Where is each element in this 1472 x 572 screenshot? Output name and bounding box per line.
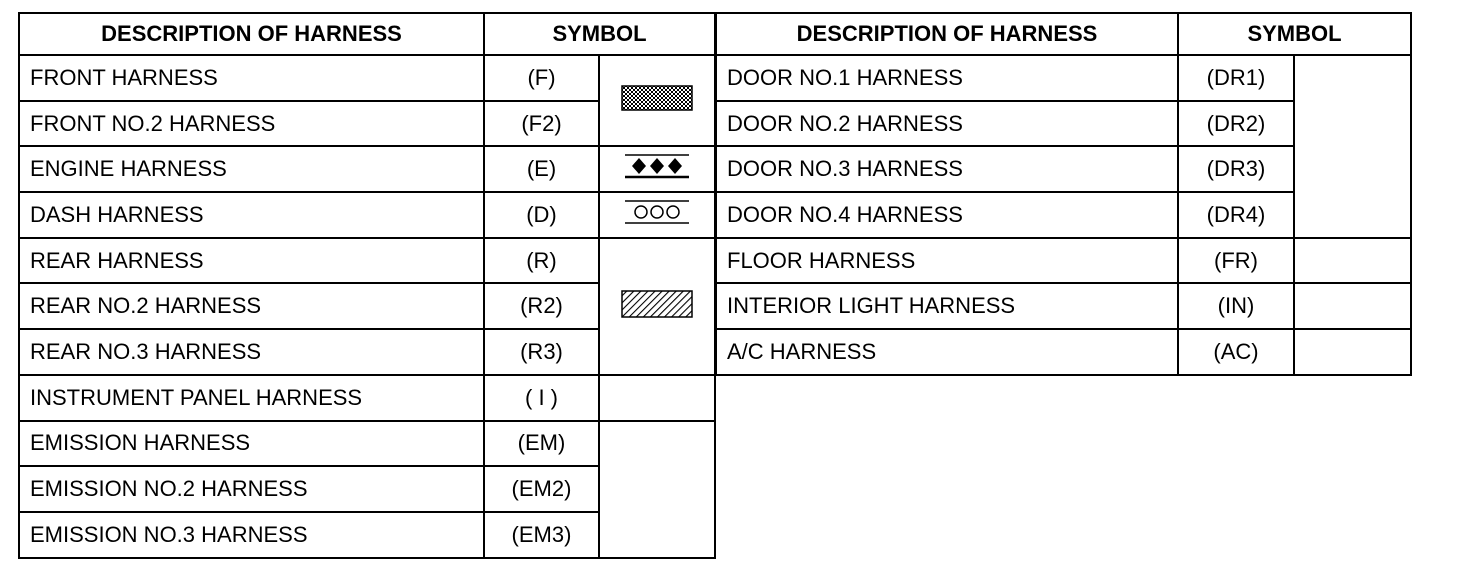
harness-description: DOOR NO.3 HARNESS bbox=[716, 146, 1178, 192]
harness-code: (DR2) bbox=[1178, 101, 1294, 147]
harness-code: (EM2) bbox=[484, 466, 599, 512]
symbol-cell-empty bbox=[1294, 55, 1411, 238]
symbol-cell-empty bbox=[599, 421, 715, 558]
table-row bbox=[716, 283, 1411, 329]
harness-code: (EM) bbox=[484, 421, 599, 467]
harness-code: (D) bbox=[484, 192, 599, 238]
harness-code: (FR) bbox=[1178, 238, 1294, 284]
harness-code: (IN) bbox=[1178, 283, 1294, 329]
harness-code: (DR3) bbox=[1178, 146, 1294, 192]
diamond-line-pattern-icon bbox=[599, 146, 715, 192]
harness-description: A/C HARNESS bbox=[716, 329, 1178, 375]
harness-code: (DR4) bbox=[1178, 192, 1294, 238]
table-row bbox=[19, 146, 715, 192]
harness-description: EMISSION NO.2 HARNESS bbox=[19, 466, 484, 512]
table-row bbox=[19, 375, 715, 421]
table-row bbox=[19, 421, 715, 467]
harness-code: (F) bbox=[484, 55, 599, 101]
harness-description: REAR NO.2 HARNESS bbox=[19, 283, 484, 329]
harness-description: DOOR NO.1 HARNESS bbox=[716, 55, 1178, 101]
symbol-cell-empty bbox=[1294, 238, 1411, 284]
right-harness-table bbox=[715, 12, 1412, 376]
table-row bbox=[716, 329, 1411, 375]
harness-description: FLOOR HARNESS bbox=[716, 238, 1178, 284]
table-row bbox=[716, 55, 1411, 101]
harness-description: EMISSION HARNESS bbox=[19, 421, 484, 467]
symbol-cell-empty bbox=[1294, 329, 1411, 375]
harness-code: (R2) bbox=[484, 283, 599, 329]
harness-description: FRONT HARNESS bbox=[19, 55, 484, 101]
header-description: DESCRIPTION OF HARNESS bbox=[19, 13, 484, 55]
harness-code: (F2) bbox=[484, 101, 599, 147]
harness-code: (E) bbox=[484, 146, 599, 192]
harness-description: REAR HARNESS bbox=[19, 238, 484, 284]
table-row bbox=[19, 192, 715, 238]
harness-description: INSTRUMENT PANEL HARNESS bbox=[19, 375, 484, 421]
dotted-fill-pattern-icon bbox=[599, 55, 715, 146]
symbol-cell-empty bbox=[599, 375, 715, 421]
harness-description: DASH HARNESS bbox=[19, 192, 484, 238]
harness-description: ENGINE HARNESS bbox=[19, 146, 484, 192]
harness-code: (EM3) bbox=[484, 512, 599, 558]
harness-code: (R3) bbox=[484, 329, 599, 375]
table-row bbox=[716, 238, 1411, 284]
harness-code: (R) bbox=[484, 238, 599, 284]
header-symbol: SYMBOL bbox=[1178, 13, 1411, 55]
harness-description: EMISSION NO.3 HARNESS bbox=[19, 512, 484, 558]
harness-description: DOOR NO.2 HARNESS bbox=[716, 101, 1178, 147]
harness-code: (DR1) bbox=[1178, 55, 1294, 101]
circle-line-pattern-icon bbox=[599, 192, 715, 238]
hatched-pattern-icon bbox=[599, 238, 715, 375]
symbol-cell-empty bbox=[1294, 283, 1411, 329]
header-description: DESCRIPTION OF HARNESS bbox=[716, 13, 1178, 55]
table-header-row bbox=[19, 13, 715, 55]
table-row bbox=[19, 238, 715, 284]
harness-description: DOOR NO.4 HARNESS bbox=[716, 192, 1178, 238]
harness-code: ( I ) bbox=[484, 375, 599, 421]
harness-code: (AC) bbox=[1178, 329, 1294, 375]
table-header-row bbox=[716, 13, 1411, 55]
header-symbol: SYMBOL bbox=[484, 13, 715, 55]
harness-description: REAR NO.3 HARNESS bbox=[19, 329, 484, 375]
left-harness-table bbox=[18, 12, 716, 559]
table-row bbox=[19, 55, 715, 101]
harness-description: INTERIOR LIGHT HARNESS bbox=[716, 283, 1178, 329]
harness-description: FRONT NO.2 HARNESS bbox=[19, 101, 484, 147]
